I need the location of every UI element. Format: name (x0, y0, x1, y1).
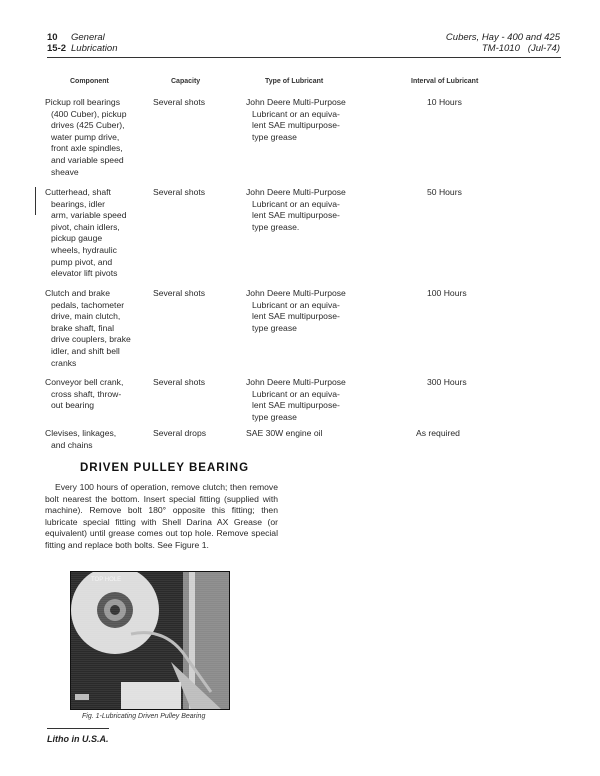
component-cell (45, 187, 155, 280)
lubricant-line: type grease. (252, 221, 300, 232)
lubricant-line: John Deere Multi-Purpose (246, 288, 346, 298)
capacity-cell: Several shots (153, 97, 206, 107)
component-cell (45, 428, 155, 451)
lubricant-line: lent SAE multipurpose- (252, 210, 340, 221)
component-line: sheave (51, 166, 79, 177)
interval-cell: 300 Hours (427, 377, 467, 387)
lubricant-line: Lubricant or an equiva- (252, 299, 340, 310)
capacity-cell: Several shots (153, 377, 206, 387)
lubricant-cell (246, 187, 376, 233)
section-number: 10 (47, 32, 58, 43)
pulley-photo-illustration (71, 572, 229, 709)
lubricant-line: John Deere Multi-Purpose (246, 377, 346, 387)
manual-id: TM-1010 (Jul-74) (481, 43, 560, 54)
lubricant-line: lent SAE multipurpose- (252, 120, 340, 131)
revision-bar (35, 187, 36, 215)
component-line: bearings, idler (51, 198, 105, 209)
component-line: cranks (51, 357, 77, 368)
component-line: Pickup roll bearings (45, 97, 120, 107)
lubricant-cell (246, 97, 376, 143)
component-line: front axle spindles, (51, 143, 123, 154)
component-line: Clevises, linkages, (45, 428, 117, 438)
lubricant-line: Lubricant or an equiva- (252, 198, 340, 209)
capacity-cell: Several shots (153, 187, 206, 197)
component-line: idler, and shift bell (51, 345, 120, 356)
component-cell (45, 288, 155, 369)
component-line: arm, variable speed (51, 210, 127, 221)
lubricant-cell (246, 377, 376, 423)
lubricant-line: SAE 30W engine oil (246, 428, 323, 438)
header-line-1 (47, 32, 117, 43)
component-line: pump pivot, and (51, 256, 113, 267)
lubricant-cell (246, 428, 376, 440)
photo-label: TOP HOLE (91, 577, 122, 583)
section-label: General (71, 32, 105, 43)
component-line: Clutch and brake (45, 288, 110, 298)
figure-photo (70, 571, 230, 710)
figure-caption: Fig. 1-Lubricating Driven Pulley Bearing (82, 713, 206, 720)
component-line: cross shaft, throw- (51, 388, 122, 399)
component-line: Cutterhead, shaft (45, 187, 111, 197)
component-line: drives (425 Cuber), (51, 120, 125, 131)
component-line: pickup gauge (51, 233, 103, 244)
lubricant-line: lent SAE multipurpose- (252, 311, 340, 322)
column-header-type: Type of Lubricant (265, 78, 324, 85)
interval-cell: 10 Hours (427, 97, 462, 107)
column-header-component: Component (70, 78, 109, 85)
footer-rule (47, 728, 109, 729)
header-line-2 (47, 43, 117, 54)
component-line: (400 Cuber), pickup (51, 108, 127, 119)
interval-cell: 100 Hours (427, 288, 467, 298)
capacity-cell: Several drops (153, 428, 207, 438)
interval-cell: As required (416, 428, 460, 438)
column-header-interval: Interval of Lubricant (411, 78, 479, 85)
lubricant-line: Lubricant or an equiva- (252, 388, 340, 399)
section-title: DRIVEN PULLEY BEARING (80, 462, 250, 474)
lubricant-line: Lubricant or an equiva- (252, 108, 340, 119)
lubricant-line: type grease (252, 322, 297, 333)
component-cell (45, 377, 155, 412)
component-line: pivot, chain idlers, (51, 221, 120, 232)
component-line: elevator lift pivots (51, 268, 118, 279)
component-line: drive couplers, brake (51, 334, 131, 345)
lubricant-cell (246, 288, 376, 334)
component-line: pedals, tachometer (51, 299, 125, 310)
capacity-cell: Several shots (153, 288, 206, 298)
section-body: Every 100 hours of operation, remove clutch; then remove bolt nearest the bottom. Insert special fitting (supplied with machine). Remove bolt 180° opposite this fitting; then lubricate special fitting with Shell Darina AX Grease (or equivalent) until grease comes out top hole. Remove special fitting and replace both bolts. See Figure 1. (45, 482, 278, 550)
lubricant-line: John Deere Multi-Purpose (246, 187, 346, 197)
footer-text: Litho in U.S.A. (47, 734, 109, 744)
component-line: water pump drive, (51, 131, 120, 142)
header-rule (47, 57, 561, 58)
lubricant-line: type grease (252, 411, 297, 422)
manual-title: Cubers, Hay - 400 and 425 (445, 32, 560, 43)
interval-cell: 50 Hours (427, 187, 462, 197)
component-line: out bearing (51, 400, 95, 411)
component-line: wheels, hydraulic (51, 244, 117, 255)
lubricant-line: John Deere Multi-Purpose (246, 97, 346, 107)
lubricant-line: lent SAE multipurpose- (252, 400, 340, 411)
page-number: 15-2 (47, 43, 67, 54)
component-line: brake shaft, final (51, 322, 115, 333)
component-line: drive, main clutch, (51, 311, 121, 322)
page-label: Lubrication (71, 43, 118, 54)
component-line: and variable speed (51, 154, 124, 165)
lubricant-line: type grease (252, 131, 297, 142)
column-header-capacity: Capacity (171, 78, 201, 85)
component-line: Conveyor bell crank, (45, 377, 124, 387)
page-header-right (446, 32, 560, 54)
component-line: and chains (51, 439, 93, 450)
page-header-left (47, 32, 117, 54)
component-cell (45, 97, 155, 178)
